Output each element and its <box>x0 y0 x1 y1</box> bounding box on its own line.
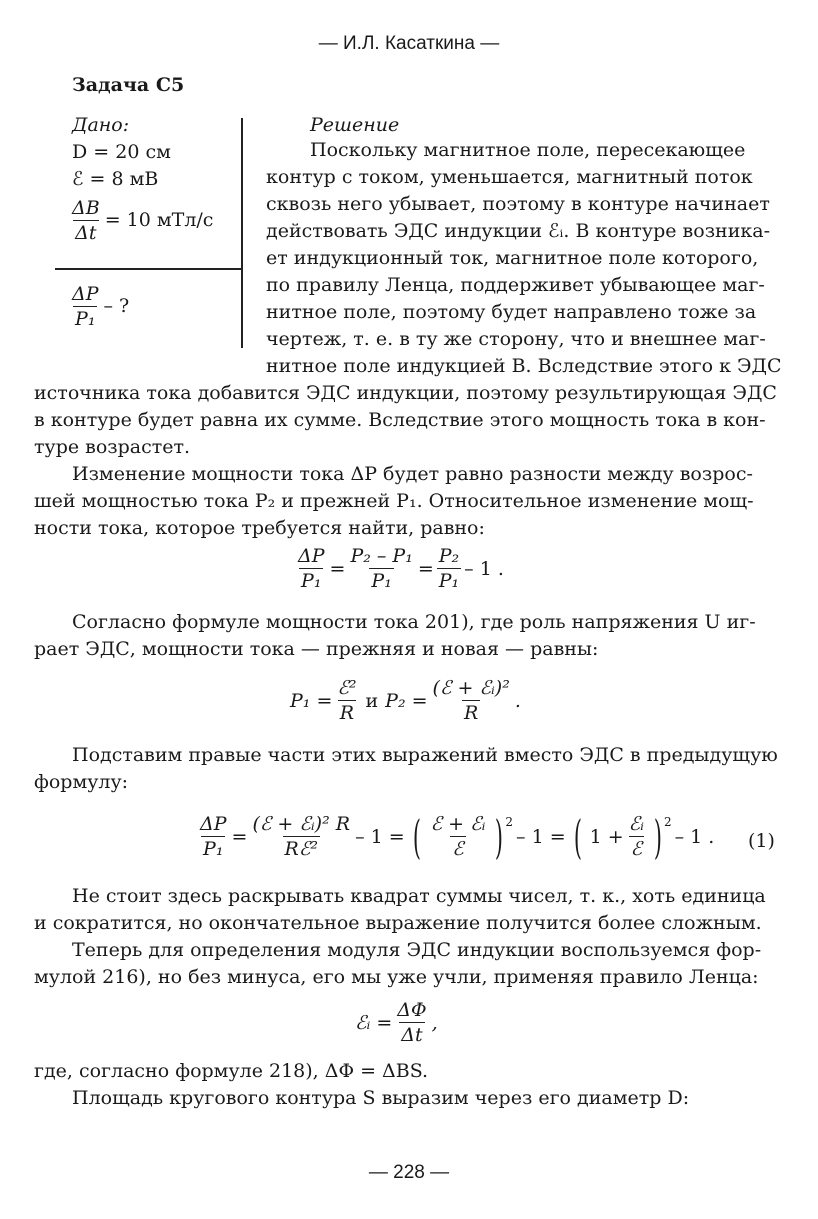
formula-relative-change <box>296 544 504 593</box>
text-line: действовать ЭДС индукции ℰᵢ. В контуре возника- <box>266 220 771 242</box>
text-line: Поскольку магнитное поле, пересекающее <box>310 139 746 161</box>
formula-powers <box>290 676 521 725</box>
fraction-denominator: R <box>339 702 355 724</box>
fraction-denominator: P₁ <box>301 570 322 592</box>
running-header: — И.Л. Касаткина — <box>318 33 500 54</box>
dB-dt-value: = 10 мТл/с <box>104 208 214 231</box>
text-line: где, согласно формуле 218), ΔΦ = ΔBS. <box>34 1060 429 1082</box>
text-line: туре возрастет. <box>34 436 191 458</box>
text-line: Подставим правые части этих выражений вместо ЭДС в предыдущую <box>72 744 778 766</box>
right-paren: ) <box>653 809 663 864</box>
given-diameter: D = 20 см <box>72 141 171 163</box>
text-line: шей мощностью тока P₂ и прежней P₁. Относительное изменение мощ- <box>34 490 754 512</box>
given-db-dt <box>70 196 213 245</box>
exponent: 2 <box>663 814 672 829</box>
comma: , <box>431 1011 438 1034</box>
text-line: в контуре будет равна их сумме. Вследствие этого мощность тока в кон- <box>34 409 766 431</box>
fraction-numerator: ΔP <box>298 545 325 567</box>
text-line: мулой 216), но без минуса, его мы уже учли, применяя правило Ленца: <box>34 966 759 988</box>
fraction-denominator: Rℰ² <box>284 838 318 860</box>
left-paren: ( <box>412 809 421 864</box>
fraction-numerator: ΔΦ <box>397 999 427 1021</box>
p1-symbol: P₁ = <box>290 689 333 712</box>
text-line: сквозь него убывает, поэтому в контуре начинает <box>266 193 770 215</box>
minus-one-equals: – 1 = <box>355 825 405 848</box>
text-line: ет индукционный ток, магнитное поле которого, <box>266 247 759 269</box>
text-line: по правилу Ленца, поддерживет убывающее маг- <box>266 274 765 296</box>
fraction-numerator: ℰ + ℰᵢ <box>430 813 486 835</box>
text-line: Не стоит здесь раскрывать квадрат суммы чисел, т. к., хоть единица <box>72 885 766 907</box>
equals-sign: = <box>417 557 434 580</box>
dB-numerator: ΔB <box>72 197 100 219</box>
fraction-denominator: P₁ <box>203 838 224 860</box>
text-line: Согласно формуле мощности тока 201), где роль напряжения U иг- <box>72 611 756 633</box>
dt-denominator: Δt <box>75 222 97 244</box>
formula-induced-emf <box>355 998 438 1047</box>
text-line: Площадь кругового контура S выразим через его диаметр D: <box>72 1087 690 1109</box>
conjunction-and: и <box>365 689 379 712</box>
given-horizontal-divider <box>55 268 242 270</box>
text-line: чертеж, т. е. в ту же сторону, что и внешнее маг- <box>266 328 766 350</box>
fraction-denominator: ℰ <box>630 838 643 860</box>
find-quantity <box>70 282 129 331</box>
formula-main-1 <box>198 809 715 864</box>
fraction-denominator: Δt <box>401 1024 423 1046</box>
fraction-numerator: ℰᵢ <box>628 813 644 835</box>
fraction-numerator: ℰ² <box>337 677 357 699</box>
find-numerator: ΔP <box>72 283 99 305</box>
right-paren: ) <box>495 809 504 864</box>
solution-label: Решение <box>310 114 400 136</box>
fraction-numerator: P₂ – P₁ <box>350 545 413 567</box>
text-line: ности тока, которое требуется найти, равно: <box>34 517 485 539</box>
emf-symbol: ℰᵢ = <box>355 1011 393 1034</box>
text-line: Изменение мощности тока ΔP будет равно разности между возрос- <box>72 463 753 485</box>
find-question: – ? <box>103 294 130 317</box>
fraction-denominator: ℰ <box>452 838 464 860</box>
period: . <box>514 689 521 712</box>
exponent: 2 <box>505 814 514 829</box>
fraction-denominator: P₁ <box>371 570 392 592</box>
page-number: — 228 — <box>368 1162 450 1183</box>
minus-one-equals: – 1 = <box>516 825 566 848</box>
text-line: нитное поле, поэтому будет направлено тоже за <box>266 301 757 323</box>
fraction-denominator: R <box>464 702 479 724</box>
fraction-numerator: P₂ <box>438 545 460 567</box>
given-emf: ℰ = 8 мВ <box>72 168 159 190</box>
text-line: источника тока добавится ЭДС индукции, поэтому результирующая ЭДС <box>34 382 777 404</box>
formula-tail: – 1 . <box>674 825 715 848</box>
text-line: Теперь для определения модуля ЭДС индукции воспользуемся фор- <box>72 939 762 961</box>
equation-number: (1) <box>748 830 775 852</box>
equals-sign: = <box>231 825 248 848</box>
text-line: контур с током, уменьшается, магнитный поток <box>266 166 753 188</box>
fraction-denominator: P₁ <box>438 570 460 592</box>
one-plus: 1 + <box>589 825 624 848</box>
text-line: рает ЭДС, мощности тока — прежняя и новая — равны: <box>34 638 599 660</box>
left-paren: ( <box>573 809 582 864</box>
fraction-numerator: (ℰ + ℰᵢ)² <box>432 677 510 699</box>
text-line: нитное поле индукцией B. Вследствие этого к ЭДС <box>266 355 782 377</box>
text-line: формулу: <box>34 771 129 793</box>
fraction-numerator: (ℰ + ℰᵢ)² R <box>252 813 351 835</box>
problem-title: Задача С5 <box>72 74 185 96</box>
formula-tail: – 1 . <box>464 557 504 580</box>
given-vertical-divider <box>241 118 243 348</box>
text-line: и сократится, но окончательное выражение получится более сложным. <box>34 912 762 934</box>
given-label: Дано: <box>72 114 130 136</box>
equals-sign: = <box>329 557 346 580</box>
fraction-numerator: ΔP <box>200 813 227 835</box>
find-denominator: P₁ <box>75 308 96 330</box>
p2-symbol: P₂ = <box>385 689 428 712</box>
